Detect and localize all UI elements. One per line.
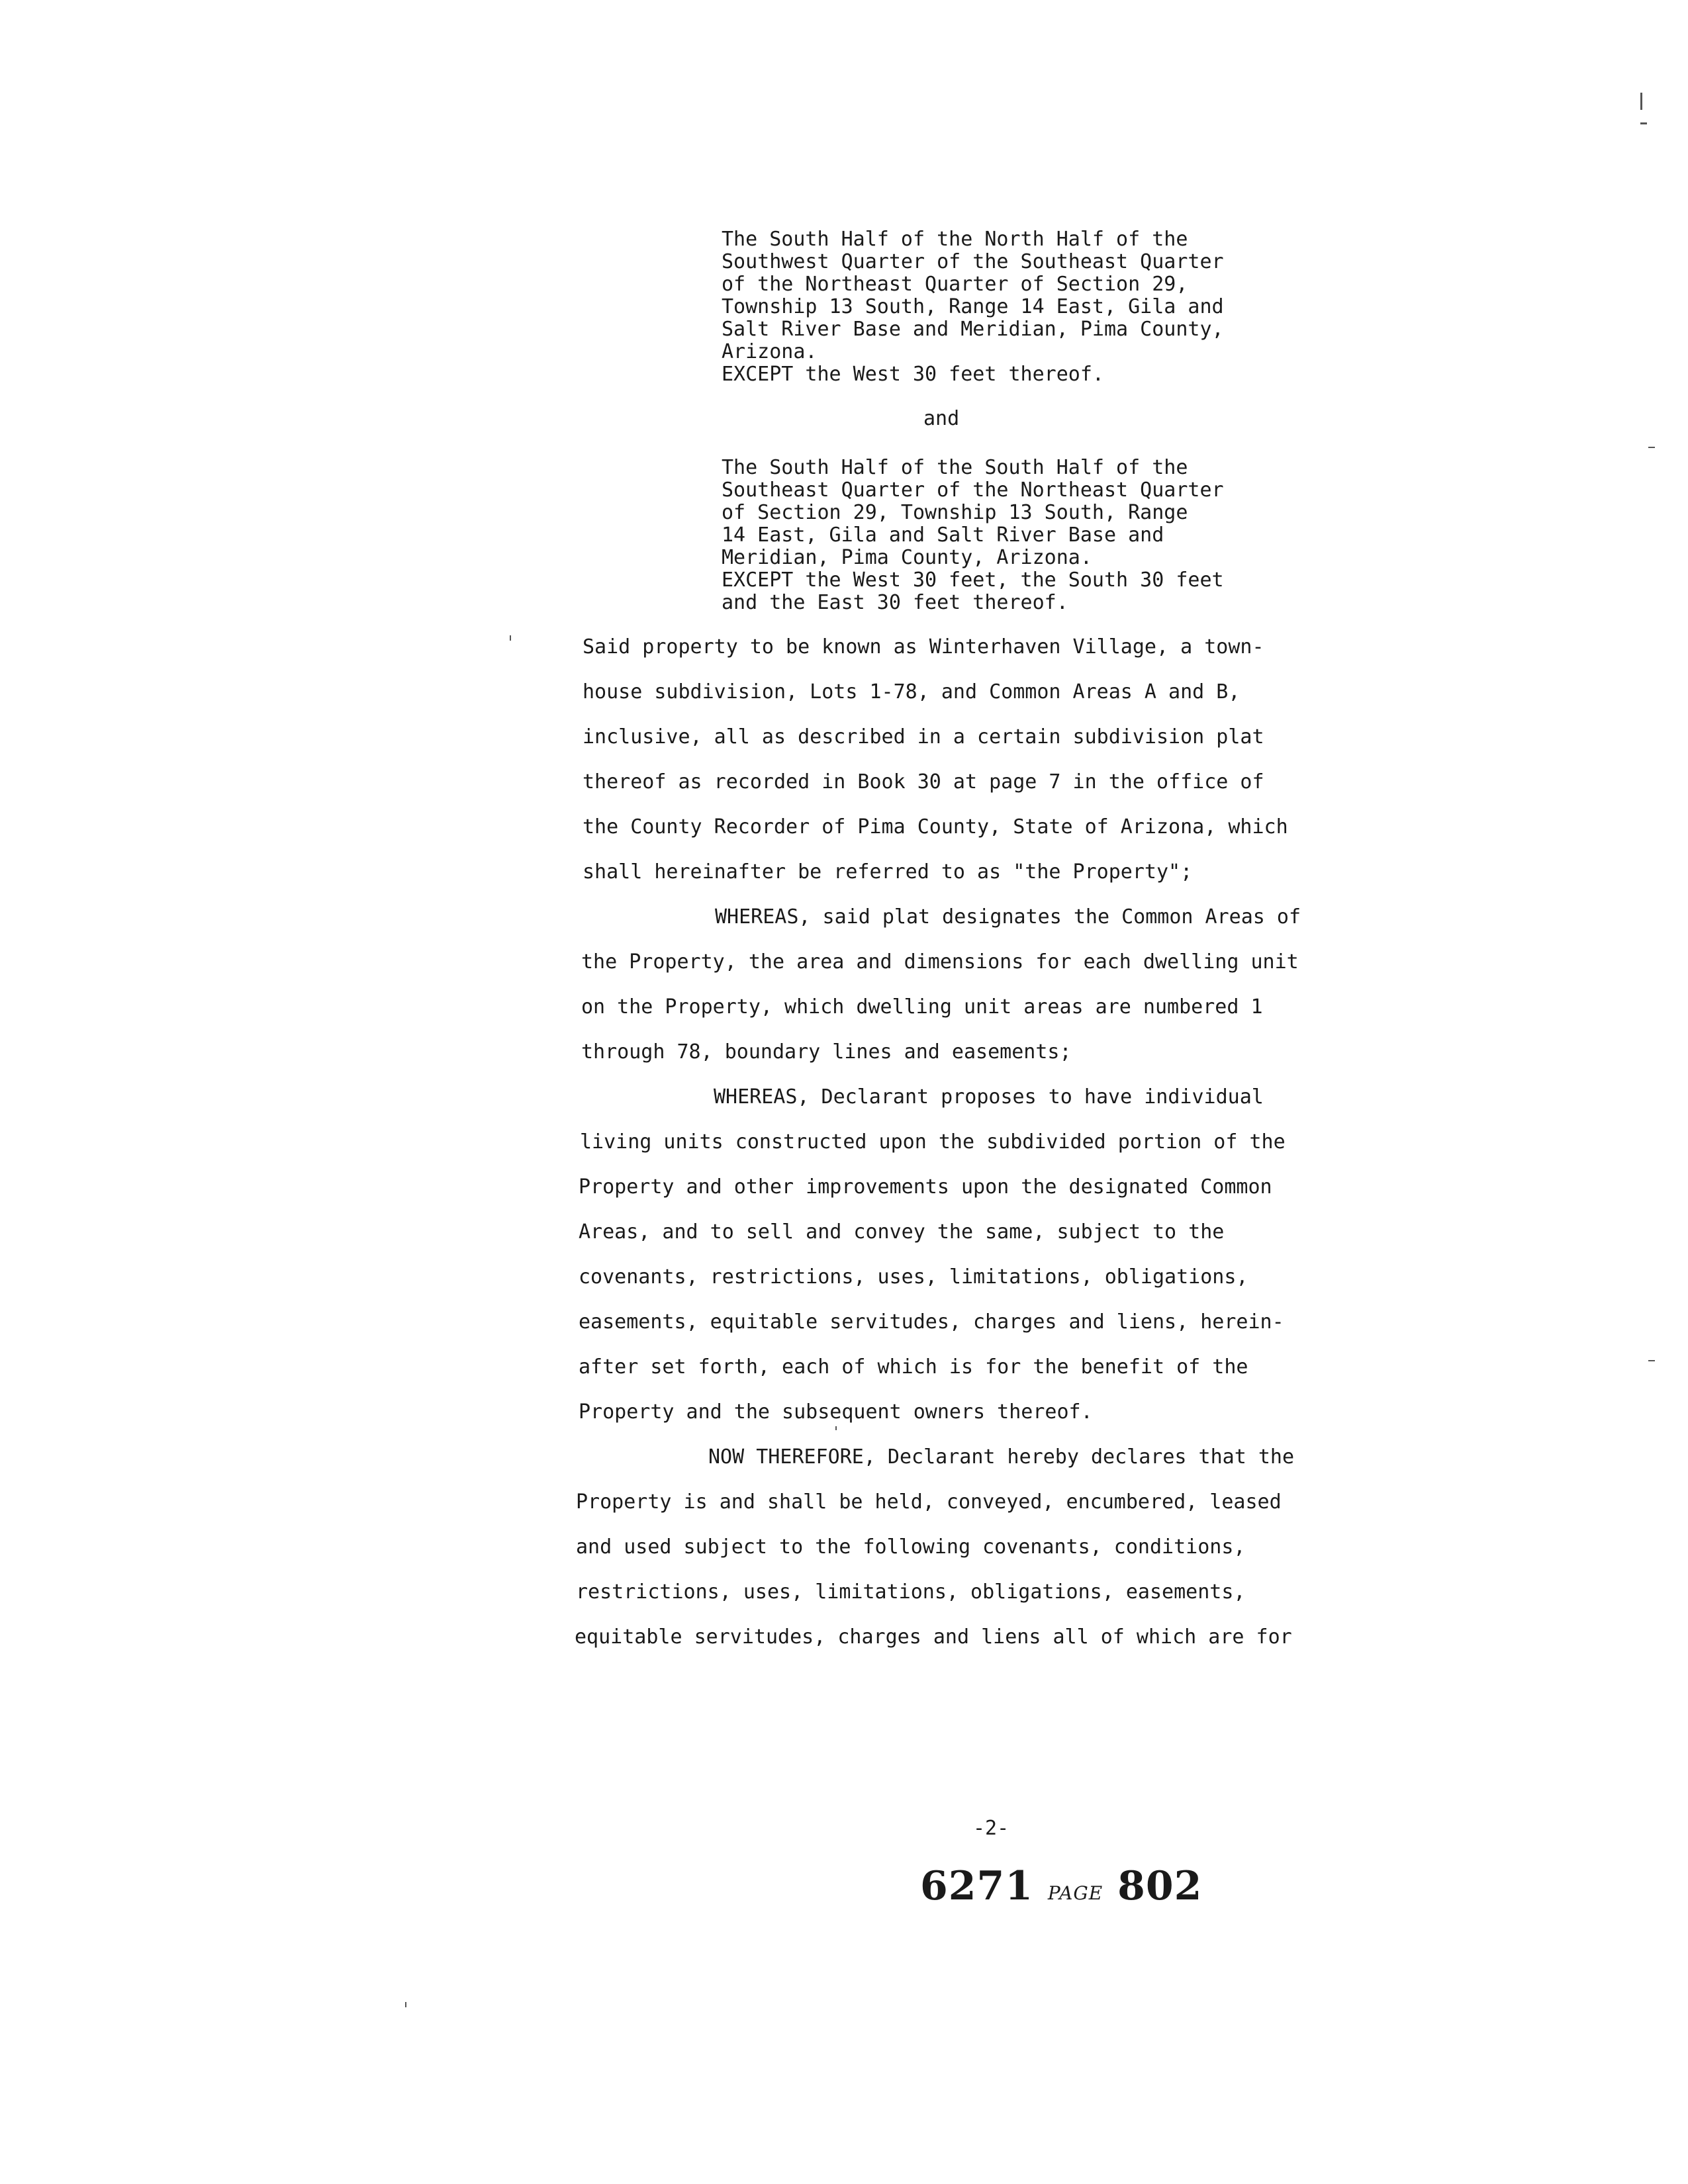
legal-line: Township 13 South, Range 14 East, Gila and	[722, 295, 1224, 318]
body-line: through 78, boundary lines and easements;	[581, 1040, 1072, 1064]
scan-mark	[835, 1426, 837, 1430]
body-line: living units constructed upon the subdivided portion of the	[580, 1130, 1286, 1154]
legal-line: Southeast Quarter of the Northeast Quarter	[722, 478, 1224, 502]
legal-description-2	[722, 457, 1317, 614]
body-line: covenants, restrictions, uses, limitations, obligations,	[579, 1265, 1248, 1289]
legal-line: The South Half of the South Half of the	[722, 456, 1188, 479]
legal-line: of the Northeast Quarter of Section 29,	[722, 273, 1188, 296]
body-line: Said property to be known as Winterhaven Village, a town-	[583, 635, 1264, 659]
legal-line: Southwest Quarter of the Southeast Quarter	[722, 250, 1224, 273]
scan-mark	[1640, 93, 1642, 110]
legal-line: and the East 30 feet thereof.	[722, 591, 1068, 614]
body-line: inclusive, all as described in a certain subdivision plat	[583, 725, 1264, 749]
body-line: on the Property, which dwelling unit areas are numbered 1	[581, 995, 1263, 1019]
legal-line: EXCEPT the West 30 feet, the South 30 feet	[722, 569, 1224, 592]
scan-mark	[1648, 447, 1655, 448]
legal-line: Salt River Base and Meridian, Pima County,	[722, 318, 1224, 341]
legal-line: of Section 29, Township 13 South, Range	[722, 501, 1188, 524]
body-line: WHEREAS, said plat designates the Common Areas of	[715, 905, 1301, 929]
book-page: 802	[1117, 1863, 1203, 1909]
body-line: the County Recorder of Pima County, State of Arizona, which	[583, 815, 1288, 839]
legal-line: Meridian, Pima County, Arizona.	[722, 546, 1092, 569]
scan-mark	[405, 2002, 406, 2007]
page-number: -2-	[973, 1817, 1009, 1840]
body-line: Property is and shall be held, conveyed, encumbered, leased	[576, 1490, 1282, 1514]
book-number: 6271	[920, 1863, 1033, 1909]
scan-mark	[510, 635, 511, 641]
book-page-stamp	[920, 1863, 1202, 1909]
body-line: Property and other improvements upon the designated Common	[579, 1175, 1272, 1199]
legal-line: EXCEPT the West 30 feet thereof.	[722, 363, 1104, 386]
body-line: Areas, and to sell and convey the same, subject to the	[579, 1220, 1225, 1244]
body-line: thereof as recorded in Book 30 at page 7 in the office of	[583, 770, 1264, 794]
body-line: NOW THEREFORE, Declarant hereby declares that the	[708, 1445, 1295, 1469]
body-line: and used subject to the following covenants, conditions,	[576, 1535, 1246, 1559]
body-line: after set forth, each of which is for the benefit of the	[579, 1355, 1248, 1379]
body-line: the Property, the area and dimensions for each dwelling unit	[581, 950, 1299, 974]
body-line: easements, equitable servitudes, charges and liens, herein-	[579, 1310, 1284, 1334]
scan-mark	[1648, 1360, 1655, 1361]
scan-mark	[1640, 122, 1647, 124]
connector-and: and	[923, 407, 960, 430]
legal-line: The South Half of the North Half of the	[722, 228, 1188, 251]
body-line: restrictions, uses, limitations, obligations, easements,	[576, 1580, 1246, 1604]
legal-line: 14 East, Gila and Salt River Base and	[722, 523, 1164, 547]
body-line: shall hereinafter be referred to as "the Property";	[583, 860, 1193, 884]
legal-line: Arizona.	[722, 340, 818, 363]
body-line: equitable servitudes, charges and liens all of which are for	[575, 1625, 1292, 1649]
body-line: Property and the subsequent owners thereof.	[579, 1400, 1093, 1424]
body-line: house subdivision, Lots 1-78, and Common Areas A and B,	[583, 680, 1241, 704]
book-separator: PAGE	[1047, 1882, 1103, 1904]
legal-description-1	[722, 228, 1317, 386]
body-line: WHEREAS, Declarant proposes to have individual	[714, 1085, 1264, 1109]
